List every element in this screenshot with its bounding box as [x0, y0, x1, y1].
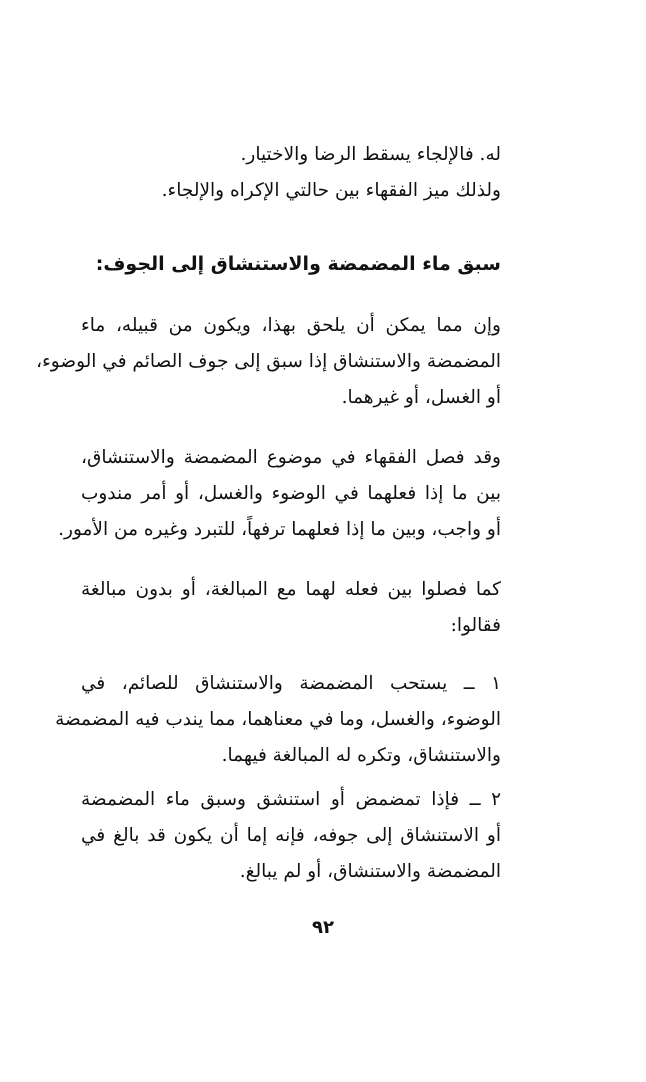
text-line: المضمضة والاستنشاق إذا سبق إلى جوف الصائم في الوضوء،	[36, 351, 501, 372]
intro-text	[81, 137, 501, 209]
paragraph	[81, 572, 501, 644]
paragraph	[58, 440, 501, 548]
text-line: له. فالإلجاء يسقط الرضا والاختيار.	[240, 144, 501, 165]
text-line: المضمضة والاستنشاق، أو لم يبالغ.	[239, 861, 501, 882]
text-line: أو واجب، وبين ما إذا فعلهما ترفهاً، للتبرد وغيره من الأمور.	[58, 519, 501, 540]
text-line: أو الاستنشاق إلى جوفه، فإنه إما أن يكون قد بالغ في	[81, 825, 501, 846]
text-line: والاستنشاق، وتكره له المبالغة فيهما.	[221, 745, 501, 766]
numbered-paragraph	[55, 666, 501, 774]
numbered-paragraph	[81, 782, 501, 890]
text-line: فقالوا:	[450, 615, 501, 636]
text-line: الوضوء، والغسل، وما في معناهما، مما يندب فيه المضمضة	[55, 709, 501, 730]
text-line: وإن مما يمكن أن يلحق بهذا، ويكون من قبيله، ماء	[81, 315, 501, 336]
text-line: ولذلك ميز الفقهاء بين حالتي الإكراه والإلجاء.	[161, 180, 501, 201]
section-heading: سبق ماء المضمضة والاستنشاق إلى الجوف:	[95, 253, 501, 275]
page-number: ٩٢	[312, 917, 334, 938]
text-line: ٢ ــ فإذا تمضمض أو استنشق وسبق ماء المضمضة	[81, 789, 501, 810]
text-line: كما فصلوا بين فعله لهما مع المبالغة، أو بدون مبالغة	[81, 579, 501, 600]
text-line: أو الغسل، أو غيرهما.	[341, 387, 501, 408]
text-line: ١ ــ يستحب المضمضة والاستنشاق للصائم، في	[81, 673, 501, 694]
text-line: بين ما إذا فعلهما في الوضوء والغسل، أو أمر مندوب	[81, 483, 501, 504]
paragraph	[36, 308, 501, 416]
text-line: وقد فصل الفقهاء في موضوع المضمضة والاستنشاق،	[81, 447, 501, 468]
